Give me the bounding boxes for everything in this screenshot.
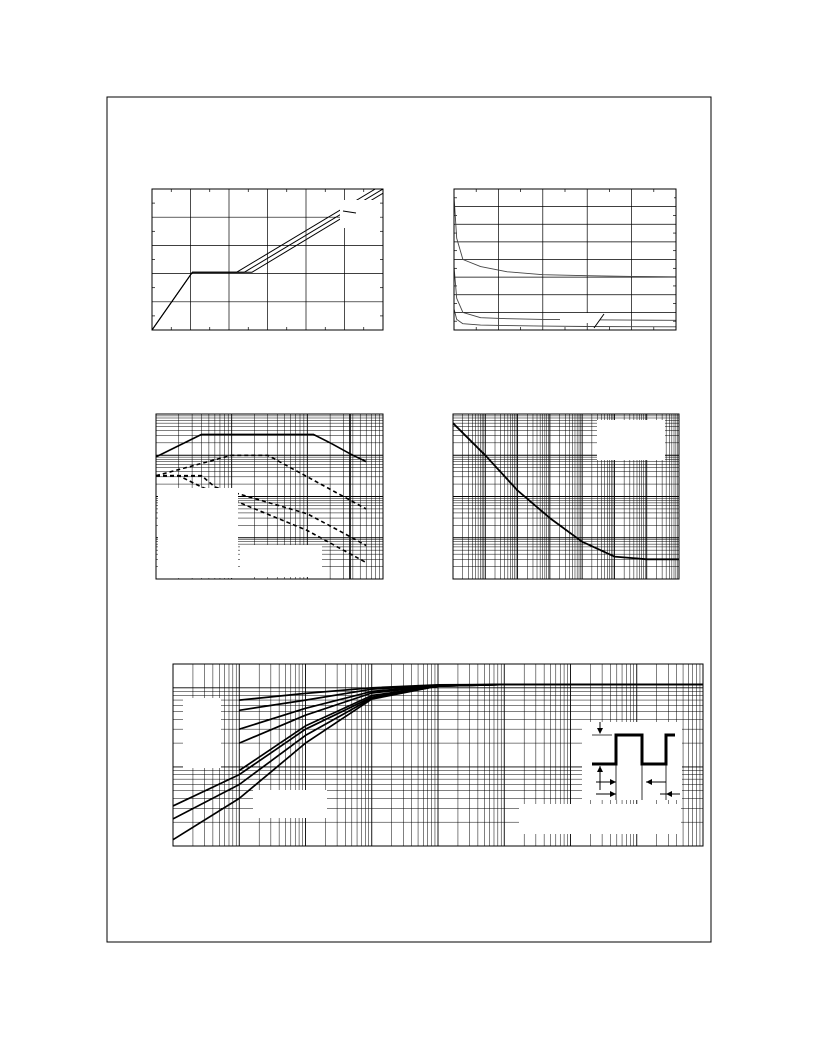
chart-4 bbox=[453, 414, 679, 579]
c5-series-7 bbox=[239, 685, 703, 711]
legend-box-2a bbox=[634, 194, 674, 206]
legend-box-2b bbox=[560, 313, 600, 323]
chart-3 bbox=[156, 414, 383, 579]
legend-box-1 bbox=[340, 200, 380, 228]
c2-grid bbox=[454, 189, 676, 330]
c5-series-8 bbox=[239, 685, 703, 701]
chart-1 bbox=[152, 189, 383, 330]
notes-box bbox=[519, 804, 681, 834]
c3-series-1 bbox=[156, 434, 366, 461]
legend-box-4 bbox=[597, 420, 665, 460]
chart-5 bbox=[173, 664, 703, 846]
legend-box-3a bbox=[158, 488, 238, 578]
single-pulse-label-box bbox=[253, 790, 327, 818]
chart-2 bbox=[454, 189, 676, 330]
duty-cycle-label-box bbox=[183, 698, 221, 768]
legend-box-3b bbox=[240, 545, 322, 577]
c2-series-1 bbox=[454, 196, 676, 277]
c2-series-group bbox=[454, 196, 676, 327]
